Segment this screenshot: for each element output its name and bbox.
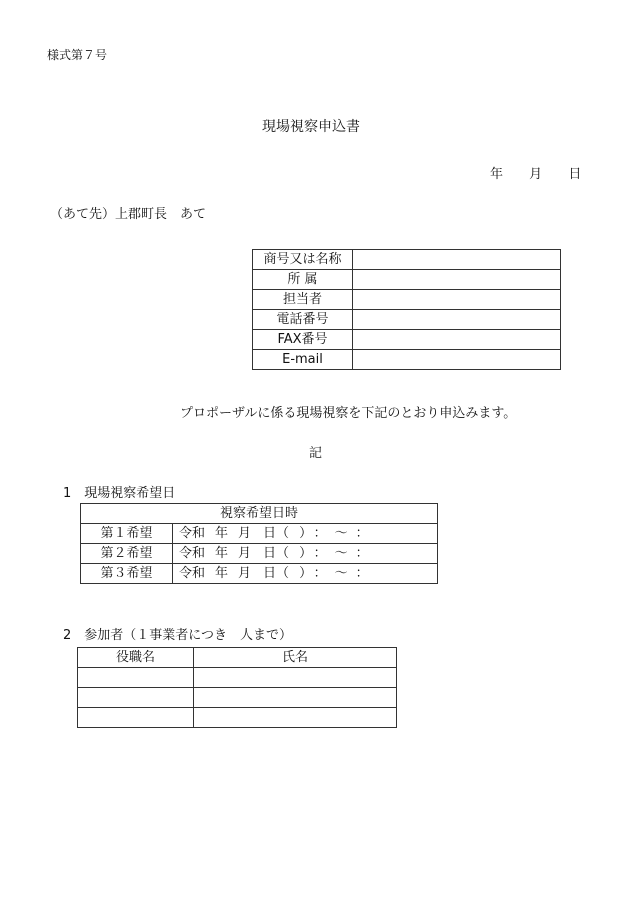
month-label: 月 <box>238 526 252 541</box>
colon: ： <box>313 546 327 561</box>
month-label: 月 <box>238 566 252 581</box>
colon: ： <box>313 526 327 541</box>
position-field[interactable] <box>78 688 194 708</box>
date-line <box>490 168 581 181</box>
date-year: 年 <box>490 167 504 182</box>
applicant-value-field[interactable] <box>353 270 561 290</box>
year-label: 年 <box>215 566 229 581</box>
era-label: 令和 <box>179 526 206 541</box>
participants-header-row <box>78 648 397 668</box>
colon: ： <box>313 566 327 581</box>
visit-row-label: 第３希望 <box>81 564 173 584</box>
participant-row <box>78 668 397 688</box>
day-label: 日（ <box>263 546 290 561</box>
page-title: 現場視察申込書 <box>262 119 360 135</box>
section2-heading: 2 参加者（１事業者につき 人まで） <box>63 628 293 643</box>
date-month: 月 <box>529 167 543 182</box>
visit-date-field[interactable] <box>173 524 438 544</box>
applicant-row <box>253 330 561 350</box>
position-field[interactable] <box>78 668 194 688</box>
participants-table <box>77 647 397 728</box>
applicant-label: 担当者 <box>253 290 353 310</box>
header-name: 氏名 <box>194 648 397 668</box>
visit-row-label: 第１希望 <box>81 524 173 544</box>
tilde: ～ <box>334 566 348 581</box>
applicant-table <box>252 249 561 370</box>
date-day: 日 <box>568 167 582 182</box>
colon: ： <box>355 526 369 541</box>
era-label: 令和 <box>179 566 206 581</box>
visit-date-field[interactable] <box>173 564 438 584</box>
year-label: 年 <box>215 526 229 541</box>
participant-row <box>78 688 397 708</box>
intro-text: プロポーザルに係る現場視察を下記のとおり申込みます。 <box>180 406 517 421</box>
applicant-value-field[interactable] <box>353 330 561 350</box>
name-field[interactable] <box>194 708 397 728</box>
visit-row <box>81 524 438 544</box>
applicant-label: 商号又は名称 <box>253 250 353 270</box>
header-position: 役職名 <box>78 648 194 668</box>
visit-date-table <box>80 503 438 584</box>
applicant-row <box>253 290 561 310</box>
name-field[interactable] <box>194 668 397 688</box>
day-label: 日（ <box>263 526 290 541</box>
month-label: 月 <box>238 546 252 561</box>
era-label: 令和 <box>179 546 206 561</box>
name-field[interactable] <box>194 688 397 708</box>
ki-mark: 記 <box>309 446 323 461</box>
applicant-label: 電話番号 <box>253 310 353 330</box>
form-number: 様式第７号 <box>47 48 108 62</box>
visit-row-label: 第２希望 <box>81 544 173 564</box>
applicant-row <box>253 350 561 370</box>
visit-row <box>81 564 438 584</box>
applicant-row <box>253 250 561 270</box>
applicant-label: FAX番号 <box>253 330 353 350</box>
paren-close: ） <box>299 546 306 561</box>
applicant-value-field[interactable] <box>353 250 561 270</box>
applicant-value-field[interactable] <box>353 310 561 330</box>
visit-date-field[interactable] <box>173 544 438 564</box>
visit-table-header: 視察希望日時 <box>81 504 438 524</box>
addressee: （あて先）上郡町長 あて <box>50 207 207 222</box>
tilde: ～ <box>334 546 348 561</box>
paren-close: ） <box>299 526 306 541</box>
applicant-value-field[interactable] <box>353 290 561 310</box>
year-label: 年 <box>215 546 229 561</box>
paren-close: ） <box>299 566 306 581</box>
applicant-label: E-mail <box>253 350 353 370</box>
position-field[interactable] <box>78 708 194 728</box>
day-label: 日（ <box>263 566 290 581</box>
participant-row <box>78 708 397 728</box>
colon: ： <box>355 566 369 581</box>
applicant-label: 所 属 <box>253 270 353 290</box>
visit-row <box>81 544 438 564</box>
applicant-value-field[interactable] <box>353 350 561 370</box>
applicant-row <box>253 310 561 330</box>
tilde: ～ <box>334 526 348 541</box>
section1-heading: 1 現場視察希望日 <box>63 486 176 501</box>
colon: ： <box>355 546 369 561</box>
applicant-row <box>253 270 561 290</box>
